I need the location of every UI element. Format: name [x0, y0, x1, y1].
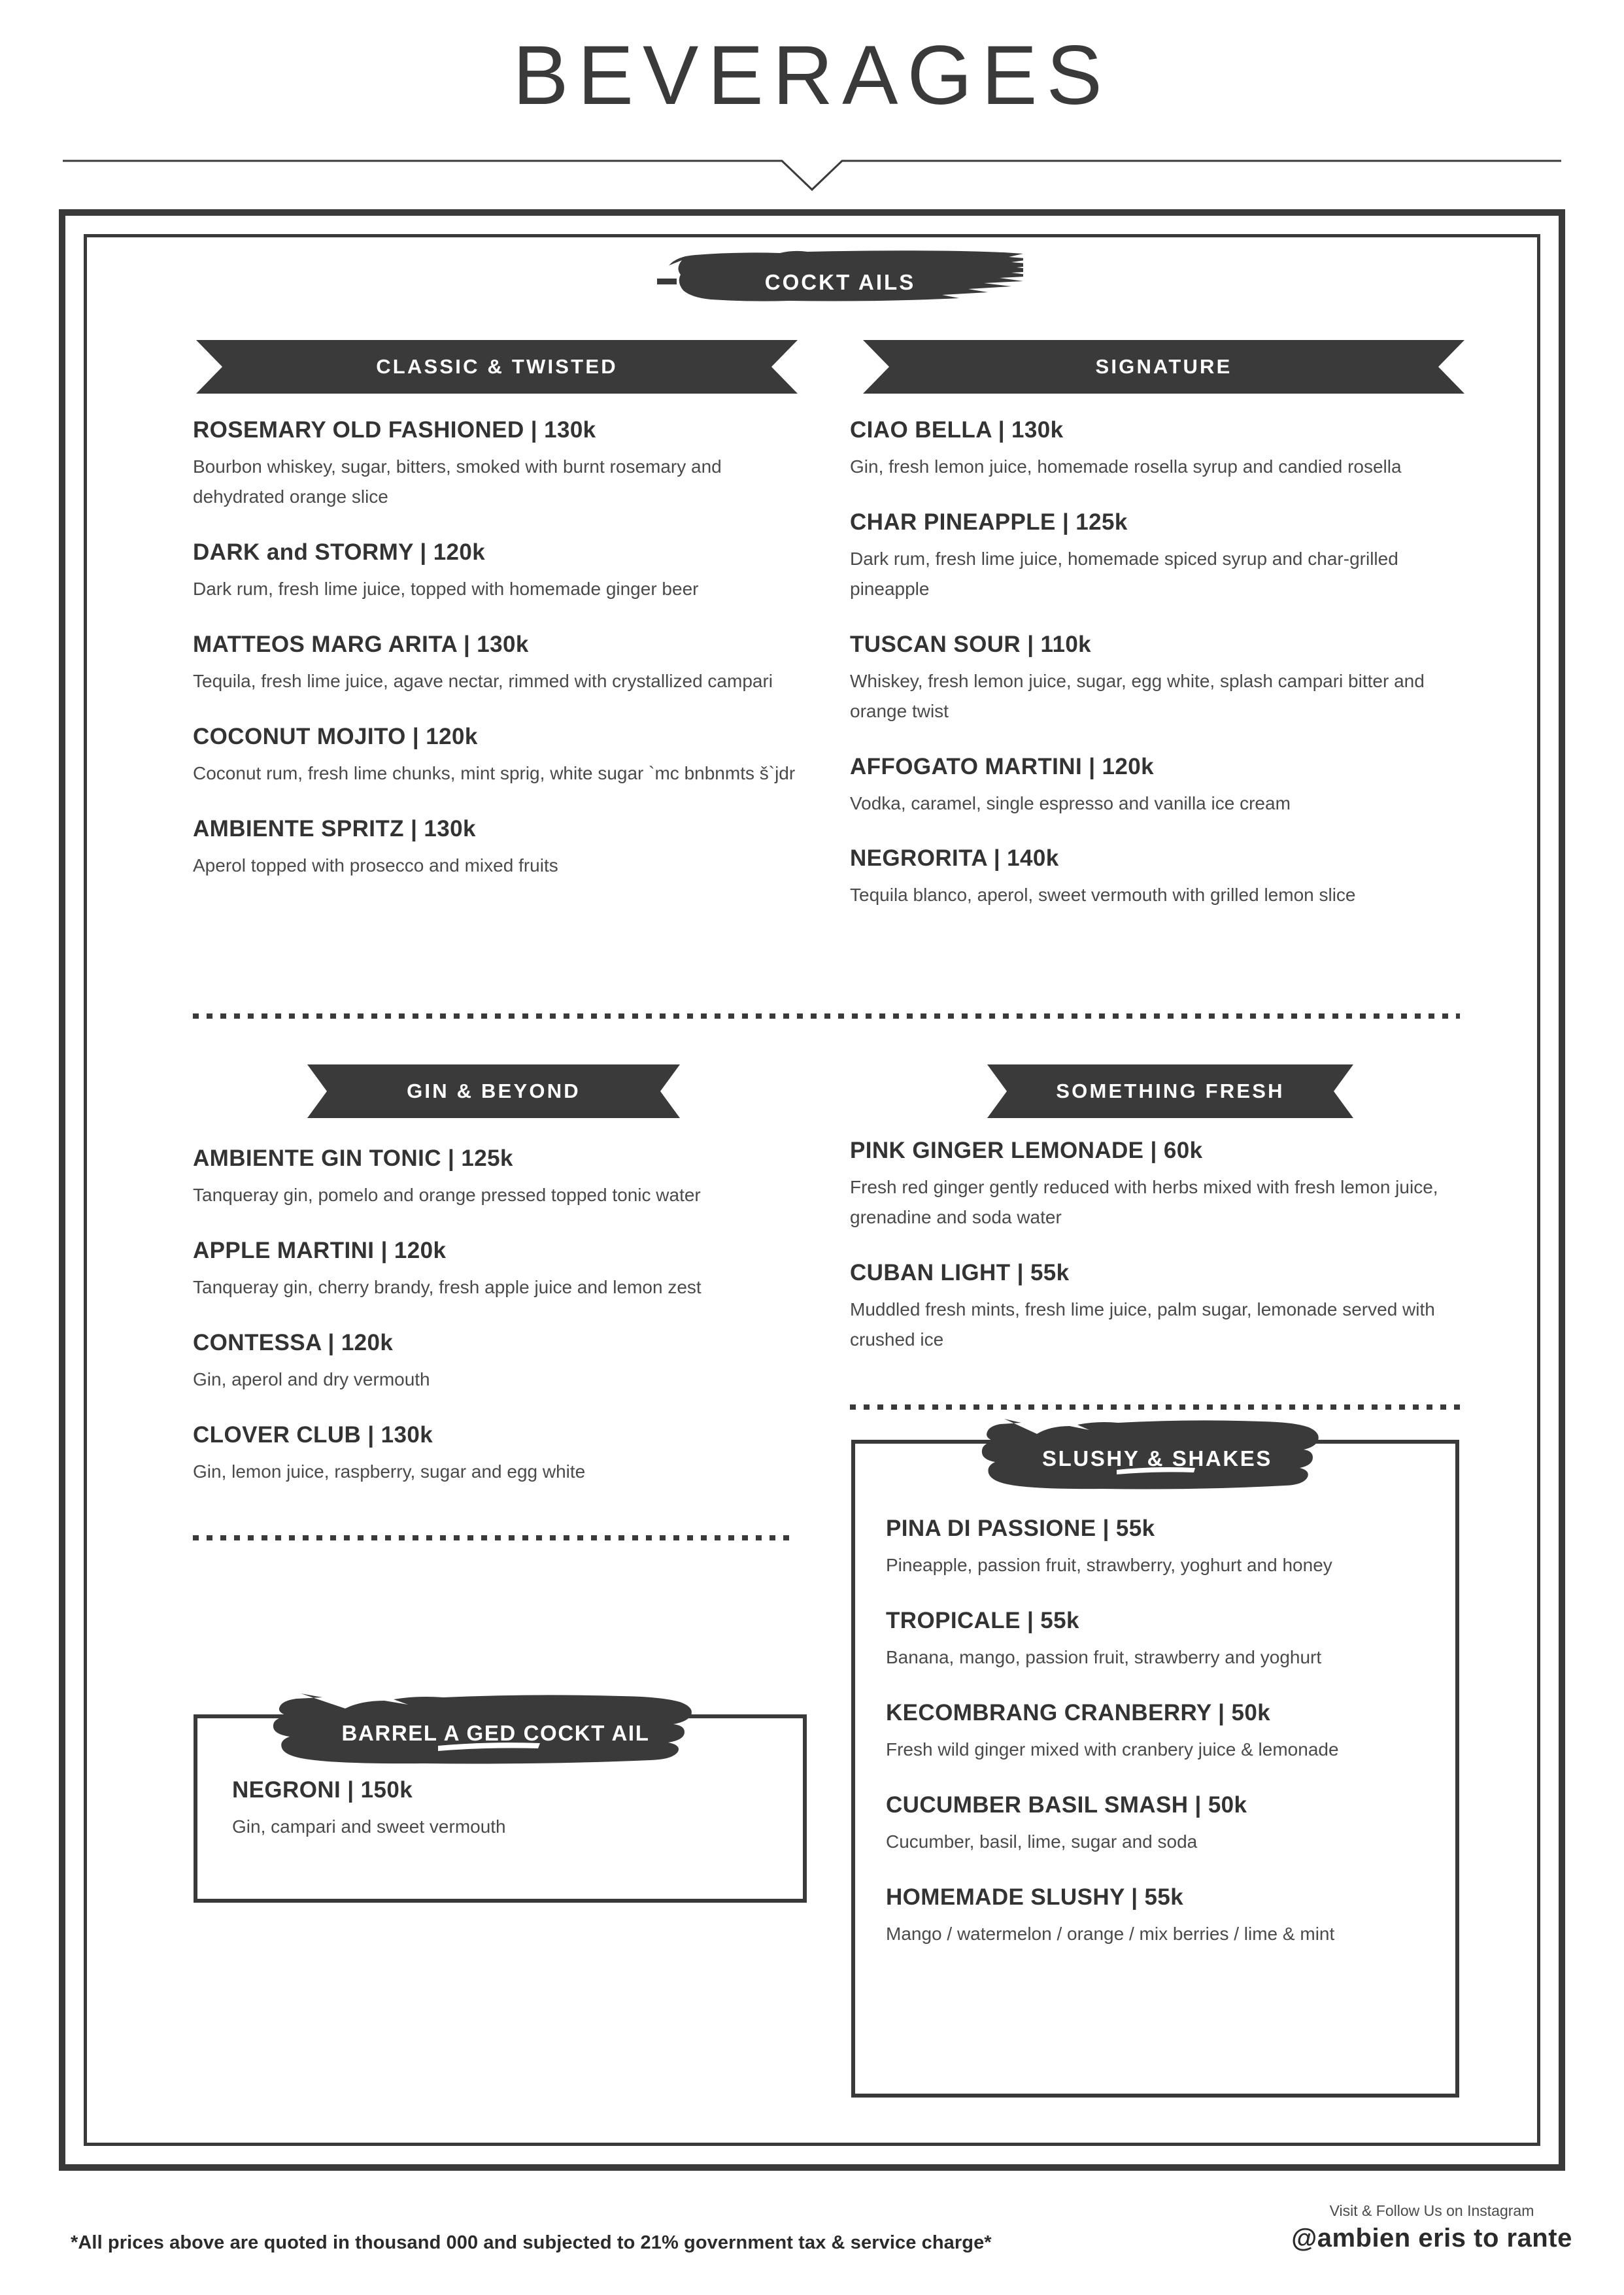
- item-name: [850, 417, 1461, 443]
- item-description: Tequila, fresh lime juice, agave nectar, rimmed with crystallized campari: [193, 670, 773, 691]
- ribbon-gin-beyond-label: GIN & BEYOND: [407, 1080, 581, 1102]
- item-title: AMBIENTE SPRITZ: [193, 815, 404, 842]
- list-item: [850, 417, 1461, 482]
- item-price: | 55k: [1102, 1516, 1155, 1541]
- item-price: | 150k: [347, 1777, 413, 1803]
- footer-price-note: *All prices above are quoted in thousand 000 and subjected to 21% government tax & service charge*: [71, 2232, 992, 2253]
- item-name: [886, 1792, 1438, 1818]
- list-item: [850, 1260, 1461, 1355]
- item-description: Tequila blanco, aperol, sweet vermouth with grilled lemon slice: [850, 885, 1356, 906]
- ribbon-signature-label: SIGNATURE: [1095, 355, 1232, 378]
- item-description: Banana, mango, passion fruit, strawberry and yoghurt: [886, 1646, 1322, 1667]
- item-price: | 130k: [998, 417, 1064, 443]
- item-title: COCONUT MOJITO: [193, 723, 406, 749]
- item-price: | 130k: [411, 815, 476, 842]
- item-description: Bourbon whiskey, sugar, bitters, smoked with burnt rosemary and dehydrated orange slice: [193, 456, 722, 507]
- item-name: [850, 1260, 1461, 1286]
- item-price: | 55k: [1131, 1884, 1184, 1910]
- item-description: Whiskey, fresh lemon juice, sugar, egg white, splash campari bitter and orange twist: [850, 670, 1425, 721]
- item-title: CONTESSA: [193, 1329, 322, 1355]
- list-item: [193, 1422, 804, 1487]
- section-header-barrel-aged-label: BARREL A GED COCKT AIL: [341, 1720, 650, 1745]
- footer-instagram: [1278, 2202, 1585, 2253]
- item-description: Mango / watermelon / orange / mix berries / lime & mint: [886, 1923, 1335, 1944]
- ribbon-classic-twisted: [196, 340, 798, 394]
- list-item: [850, 1138, 1461, 1232]
- item-name: [886, 1700, 1438, 1726]
- section-header-slushy-shakes: [974, 1418, 1340, 1499]
- item-description: Gin, campari and sweet vermouth: [232, 1816, 506, 1837]
- item-name: [850, 509, 1461, 536]
- item-name: [193, 1238, 804, 1264]
- item-title: NEGRONI: [232, 1777, 341, 1803]
- item-title: DARK and STORMY: [193, 539, 414, 565]
- item-title: AFFOGATO MARTINI: [850, 753, 1083, 779]
- item-description: Pineapple, passion fruit, strawberry, yoghurt and honey: [886, 1555, 1332, 1575]
- item-description: Fresh red ginger gently reduced with herbs mixed with fresh lemon juice, grenadine and soda water: [850, 1177, 1438, 1227]
- item-price: | 55k: [1026, 1607, 1079, 1633]
- item-name: [193, 1330, 804, 1356]
- ribbon-classic-twisted-label: CLASSIC & TWISTED: [376, 355, 618, 378]
- item-title: PINA DI PASSIONE: [886, 1516, 1096, 1541]
- list-item: [850, 754, 1461, 819]
- item-name: [886, 1516, 1438, 1542]
- section-divider-right: [850, 1404, 1460, 1410]
- instagram-handle[interactable]: @ambien eris to rante: [1291, 2224, 1572, 2252]
- section-header-slushy-shakes-label: SLUSHY & SHAKES: [1042, 1446, 1272, 1470]
- list-item: [850, 509, 1461, 604]
- list-item: [193, 1146, 804, 1210]
- item-title: HOMEMADE SLUSHY: [886, 1884, 1125, 1910]
- item-description: Vodka, caramel, single espresso and vanilla ice cream: [850, 792, 1291, 813]
- item-description: Dark rum, fresh lime juice, homemade spiced syrup and char-grilled pineapple: [850, 548, 1398, 599]
- item-title: TROPICALE: [886, 1607, 1021, 1633]
- item-price: | 50k: [1194, 1792, 1247, 1818]
- item-title: KECOMBRANG CRANBERRY: [886, 1699, 1212, 1726]
- ribbon-signature: [863, 340, 1464, 394]
- item-description: Fresh wild ginger mixed with cranbery juice & lemonade: [886, 1739, 1339, 1760]
- item-description: Cucumber, basil, lime, sugar and soda: [886, 1831, 1198, 1852]
- list-item: [193, 539, 804, 604]
- list-item: [193, 724, 804, 789]
- item-price: | 110k: [1027, 631, 1092, 657]
- page-title: BEVERAGES: [513, 29, 1111, 122]
- item-name: [850, 754, 1461, 780]
- item-title: CLOVER CLUB: [193, 1421, 362, 1448]
- item-name: [193, 1422, 804, 1448]
- item-name: [193, 724, 804, 750]
- item-title: CUBAN LIGHT: [850, 1259, 1011, 1285]
- item-price: | 130k: [367, 1421, 433, 1448]
- list-barrel-aged: [232, 1777, 781, 1842]
- section-header-barrel-aged: [267, 1692, 724, 1774]
- item-name: [886, 1608, 1438, 1634]
- list-item: [886, 1884, 1438, 1949]
- ribbon-something-fresh: [987, 1064, 1353, 1118]
- item-title: CHAR PINEAPPLE: [850, 509, 1056, 535]
- list-item: [193, 1330, 804, 1395]
- list-classic-twisted: [193, 417, 804, 880]
- item-price: | 125k: [1062, 509, 1128, 535]
- item-name: [193, 632, 804, 658]
- item-name: [232, 1777, 781, 1803]
- ribbon-something-fresh-label: SOMETHING FRESH: [1056, 1080, 1285, 1102]
- ribbon-gin-beyond: [307, 1064, 680, 1118]
- item-price: | 120k: [381, 1237, 447, 1263]
- item-title: TUSCAN SOUR: [850, 631, 1021, 657]
- item-price: | 55k: [1017, 1259, 1070, 1285]
- list-item: [886, 1792, 1438, 1857]
- item-description: Tanqueray gin, pomelo and orange pressed topped tonic water: [193, 1185, 701, 1205]
- list-item: [850, 632, 1461, 726]
- item-price: | 130k: [463, 631, 529, 657]
- item-name: [850, 632, 1461, 658]
- item-name: [193, 1146, 804, 1172]
- item-price: | 120k: [1089, 753, 1154, 779]
- item-title: ROSEMARY OLD FASHIONED: [193, 417, 524, 443]
- section-divider: [193, 1013, 1460, 1019]
- item-description: Gin, fresh lemon juice, homemade rosella syrup and candied rosella: [850, 456, 1402, 477]
- list-item: [886, 1516, 1438, 1580]
- item-price: | 60k: [1150, 1138, 1203, 1163]
- item-title: MATTEOS MARG ARITA: [193, 631, 457, 657]
- list-item: [193, 632, 804, 696]
- section-header-cocktails: [657, 247, 1023, 318]
- item-price: | 120k: [420, 539, 486, 565]
- item-name: [193, 417, 804, 443]
- item-description: Gin, aperol and dry vermouth: [193, 1368, 430, 1389]
- list-item: [193, 816, 804, 881]
- list-signature: [850, 417, 1461, 910]
- item-name: [850, 845, 1461, 872]
- list-item: [886, 1700, 1438, 1765]
- item-title: APPLE MARTINI: [193, 1237, 375, 1263]
- list-item: [232, 1777, 781, 1842]
- item-name: [193, 539, 804, 566]
- item-description: Muddled fresh mints, fresh lime juice, palm sugar, lemonade served with crushed ice: [850, 1299, 1435, 1350]
- list-item: [886, 1608, 1438, 1673]
- item-price: | 125k: [448, 1146, 513, 1171]
- item-title: CIAO BELLA: [850, 417, 992, 443]
- item-price: | 50k: [1218, 1699, 1271, 1726]
- item-description: Aperol topped with prosecco and mixed fruits: [193, 855, 558, 876]
- item-title: CUCUMBER BASIL SMASH: [886, 1792, 1189, 1818]
- header-divider-rule: [63, 157, 1561, 194]
- instagram-label: Visit & Follow Us on Instagram: [1329, 2202, 1534, 2219]
- section-divider-left: [193, 1535, 794, 1540]
- item-description: Coconut rum, fresh lime chunks, mint sprig, white sugar `mc bnbnmts š`jdr: [193, 762, 796, 783]
- item-price: | 120k: [412, 723, 478, 749]
- item-price: | 130k: [530, 417, 596, 443]
- item-name: [886, 1884, 1438, 1911]
- item-description: Dark rum, fresh lime juice, topped with homemade ginger beer: [193, 578, 699, 599]
- item-title: NEGRORITA: [850, 845, 987, 872]
- list-item: [193, 1238, 804, 1302]
- item-description: Tanqueray gin, cherry brandy, fresh apple juice and lemon zest: [193, 1276, 702, 1297]
- item-description: Gin, lemon juice, raspberry, sugar and egg white: [193, 1461, 586, 1482]
- item-name: [850, 1138, 1461, 1164]
- item-price: | 140k: [993, 845, 1059, 872]
- item-price: | 120k: [328, 1329, 394, 1355]
- list-slushy-shakes: [886, 1516, 1438, 1949]
- item-title: PINK GINGER LEMONADE: [850, 1138, 1144, 1163]
- section-header-cocktails-label: COCKT AILS: [764, 270, 916, 294]
- list-gin-beyond: [193, 1146, 804, 1487]
- list-item: [193, 417, 804, 512]
- list-item: [850, 845, 1461, 910]
- list-something-fresh: [850, 1138, 1461, 1355]
- item-name: [193, 816, 804, 842]
- item-title: AMBIENTE GIN TONIC: [193, 1146, 441, 1171]
